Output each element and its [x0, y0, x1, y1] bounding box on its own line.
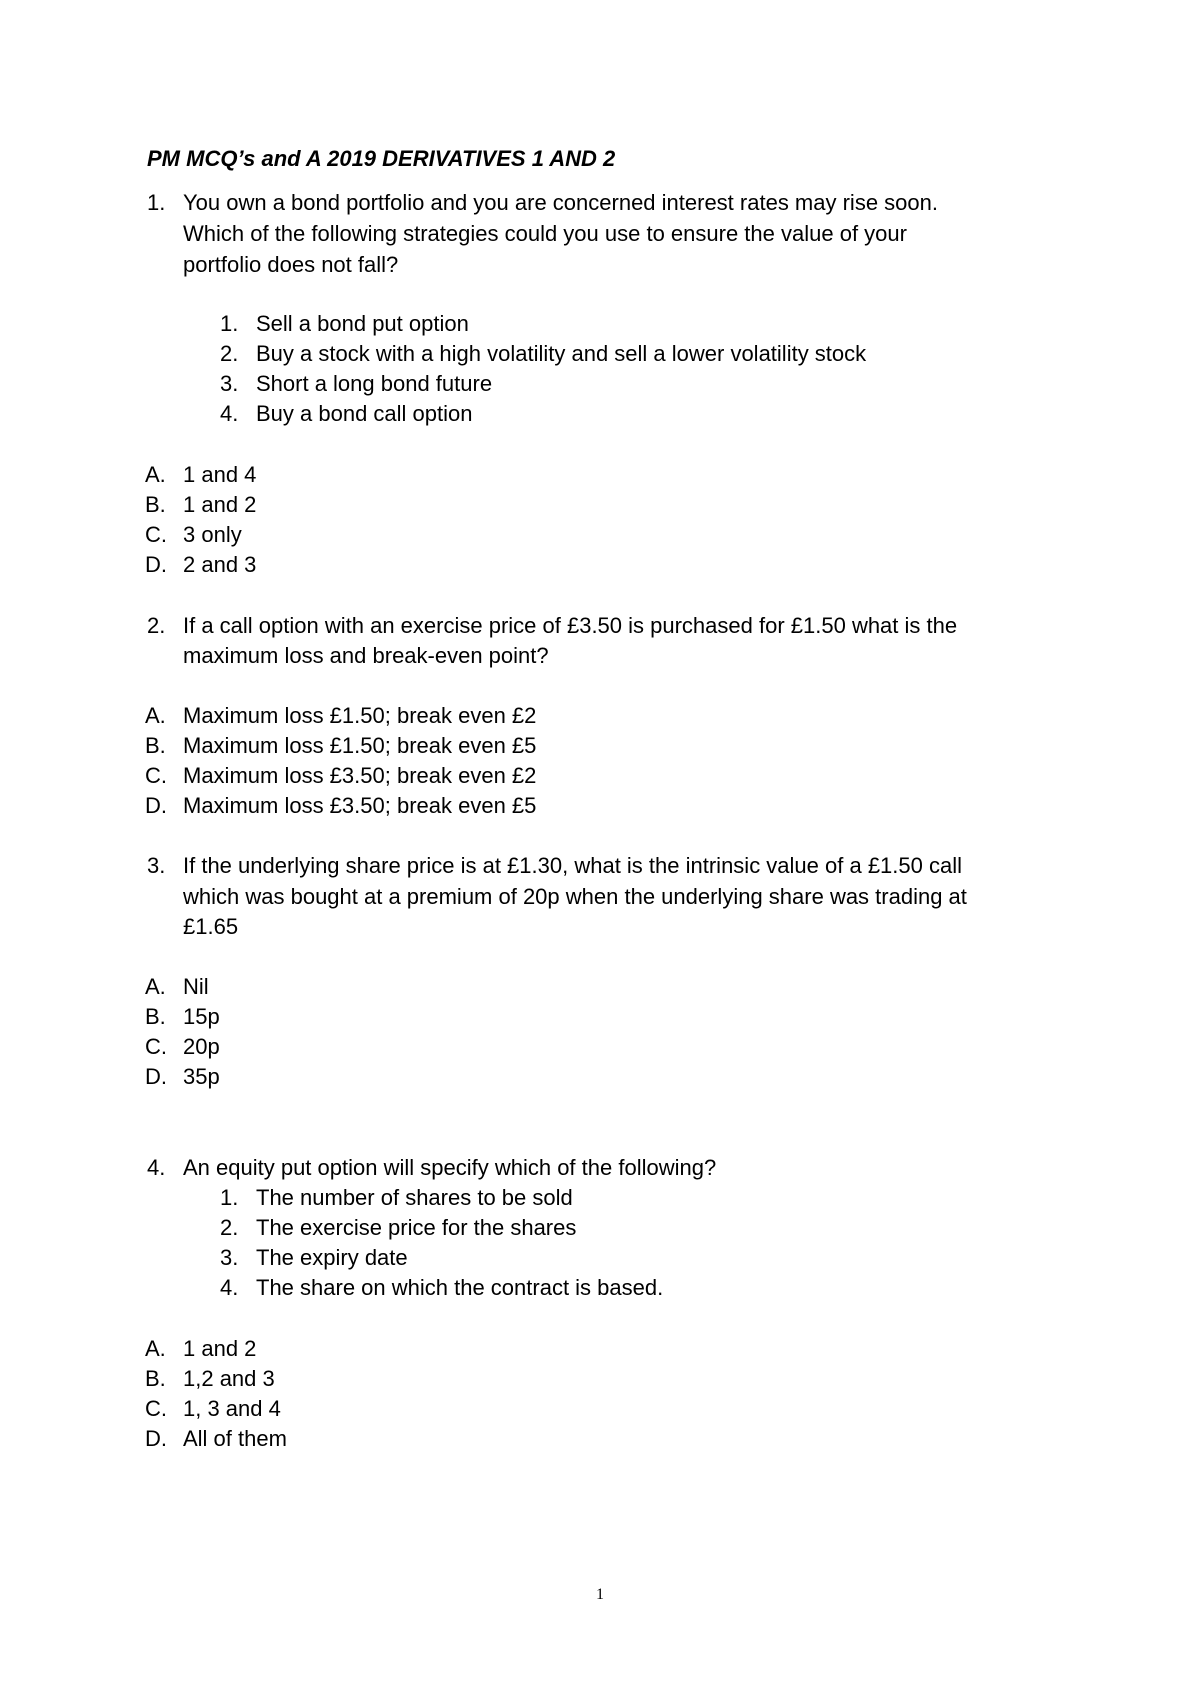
option-letter: D.	[145, 1064, 167, 1089]
option-letter: A.	[145, 703, 166, 728]
question-text-line: You own a bond portfolio and you are concerned interest rates may rise soon.	[183, 190, 938, 215]
option-letter: A.	[145, 462, 166, 487]
item-text: Buy a bond call option	[256, 401, 473, 426]
option-text: Maximum loss £3.50; break even £5	[183, 793, 537, 818]
option-text: 1,2 and 3	[183, 1366, 275, 1391]
option-text: 1, 3 and 4	[183, 1396, 281, 1421]
item-number: 1.	[220, 311, 239, 336]
option-letter: C.	[145, 1396, 167, 1421]
option-letter: B.	[145, 1366, 166, 1391]
option-letter: D.	[145, 1426, 167, 1451]
option-text: Maximum loss £1.50; break even £2	[183, 703, 537, 728]
item-text: Sell a bond put option	[256, 311, 469, 336]
question-text-line: An equity put option will specify which of the following?	[183, 1155, 717, 1180]
item-text: Short a long bond future	[256, 371, 493, 396]
item-number: 2.	[220, 1215, 239, 1240]
question-number: 4.	[147, 1155, 166, 1180]
item-text: Buy a stock with a high volatility and sell a lower volatility stock	[256, 341, 867, 366]
item-text: The exercise price for the shares	[256, 1215, 577, 1240]
option-text: 2 and 3	[183, 552, 257, 577]
item-number: 4.	[220, 1275, 239, 1300]
option-text: Maximum loss £1.50; break even £5	[183, 733, 537, 758]
option-letter: B.	[145, 733, 166, 758]
page-number: 1	[596, 1586, 604, 1603]
option-text: Nil	[183, 974, 209, 999]
item-number: 3.	[220, 371, 239, 396]
option-letter: B.	[145, 492, 166, 517]
item-number: 2.	[220, 341, 239, 366]
question-text-line: Which of the following strategies could you use to ensure the value of your	[183, 221, 907, 246]
option-text: 15p	[183, 1004, 220, 1029]
question-number: 1.	[147, 190, 166, 215]
option-letter: C.	[145, 1034, 167, 1059]
question-text-line: portfolio does not fall?	[183, 252, 399, 277]
question-number: 2.	[147, 613, 166, 638]
question-text-line: which was bought at a premium of 20p when the underlying share was trading at	[183, 884, 967, 909]
option-text: 3 only	[183, 522, 242, 547]
option-text: 1 and 4	[183, 462, 257, 487]
option-letter: D.	[145, 793, 167, 818]
option-letter: C.	[145, 763, 167, 788]
item-number: 3.	[220, 1245, 239, 1270]
item-text: The expiry date	[256, 1245, 408, 1270]
question-text-line: If the underlying share price is at £1.30, what is the intrinsic value of a £1.50 call	[183, 853, 962, 878]
question-text-line: £1.65	[183, 914, 239, 939]
option-letter: C.	[145, 522, 167, 547]
option-letter: D.	[145, 552, 167, 577]
item-number: 4.	[220, 401, 239, 426]
option-text: 1 and 2	[183, 492, 257, 517]
option-text: 1 and 2	[183, 1336, 257, 1361]
item-text: The number of shares to be sold	[256, 1185, 573, 1210]
item-number: 1.	[220, 1185, 239, 1210]
option-letter: B.	[145, 1004, 166, 1029]
option-letter: A.	[145, 974, 166, 999]
option-letter: A.	[145, 1336, 166, 1361]
option-text: 35p	[183, 1064, 220, 1089]
question-number: 3.	[147, 853, 166, 878]
option-text: Maximum loss £3.50; break even £2	[183, 763, 537, 788]
option-text: All of them	[183, 1426, 287, 1451]
option-text: 20p	[183, 1034, 220, 1059]
document-title: PM MCQ’s and A 2019 DERIVATIVES 1 AND 2	[147, 146, 616, 171]
question-text-line: If a call option with an exercise price of £3.50 is purchased for £1.50 what is the	[183, 613, 958, 638]
question-text-line: maximum loss and break-even point?	[183, 643, 549, 668]
item-text: The share on which the contract is based.	[256, 1275, 664, 1300]
